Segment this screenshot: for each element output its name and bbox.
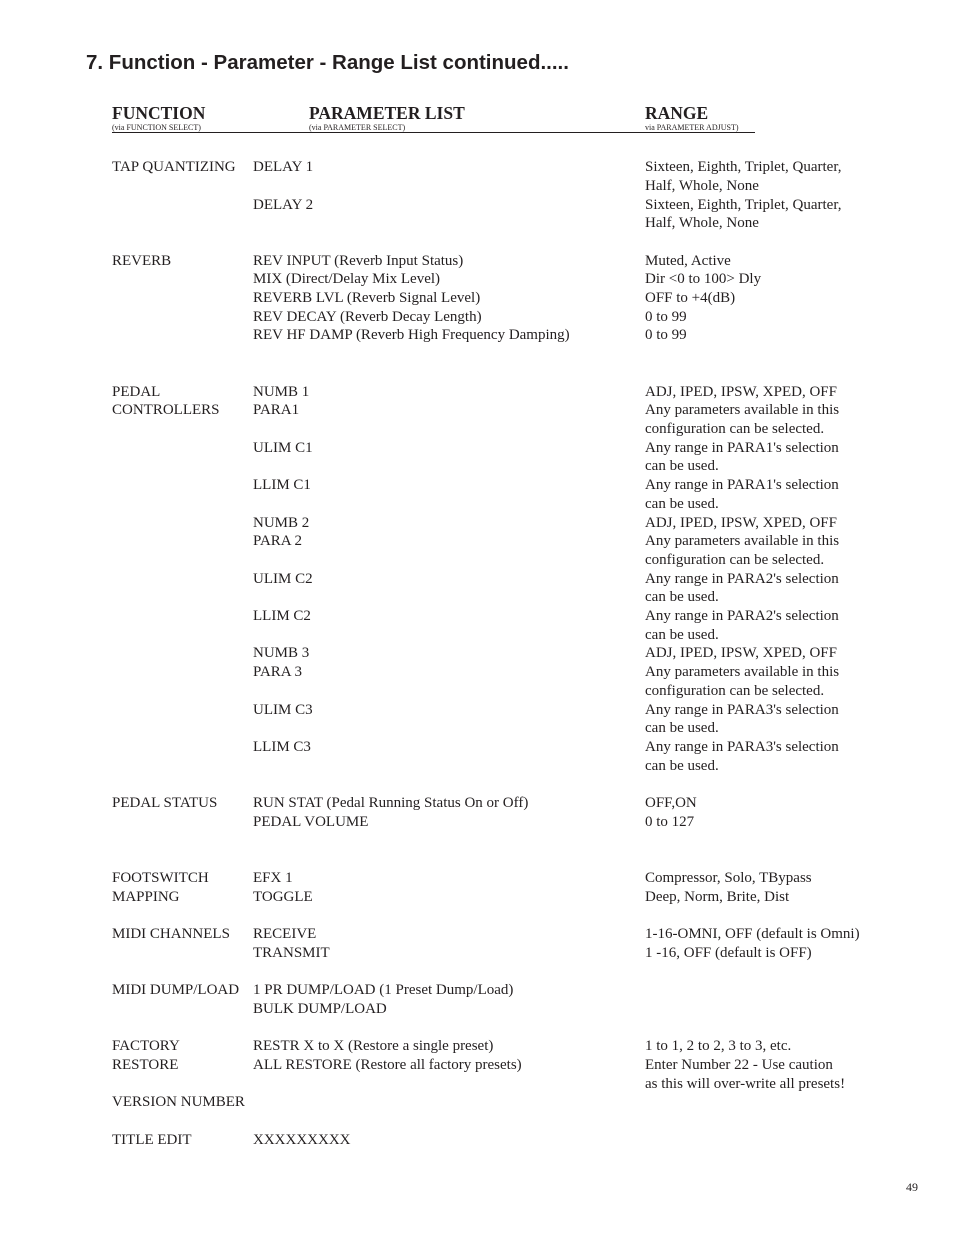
range-cell: 1-16-OMNI, OFF (default is Omni)	[645, 926, 860, 942]
range-cell: configuration can be selected.	[645, 552, 825, 568]
parameter-cell: XXXXXXXXX	[253, 1132, 351, 1148]
parameter-cell: ULIM C2	[253, 571, 313, 587]
parameter-cell: PARA 3	[253, 664, 303, 680]
function-cell: FACTORY	[112, 1038, 180, 1054]
range-cell: Half, Whole, None	[645, 215, 759, 231]
range-cell: Any range in PARA1's selection	[645, 477, 839, 493]
range-cell: 0 to 99	[645, 309, 687, 325]
function-cell: PEDAL	[112, 384, 161, 400]
range-cell: Any range in PARA3's selection	[645, 739, 839, 755]
parameter-cell: RUN STAT (Pedal Running Status On or Off)	[253, 795, 529, 811]
range-cell: Any range in PARA2's selection	[645, 571, 839, 587]
range-cell: ADJ, IPED, IPSW, XPED, OFF	[645, 515, 837, 531]
parameter-cell: LLIM C1	[253, 477, 311, 493]
range-cell: 0 to 127	[645, 814, 695, 830]
function-cell: RESTORE	[112, 1057, 179, 1073]
range-cell: Sixteen, Eighth, Triplet, Quarter,	[645, 197, 842, 213]
function-cell: VERSION NUMBER	[112, 1094, 245, 1110]
range-cell: can be used.	[645, 496, 719, 512]
function-cell: MIDI CHANNELS	[112, 926, 230, 942]
parameter-cell: DELAY 2	[253, 197, 314, 213]
range-column-subheader: via PARAMETER ADJUST)	[645, 123, 739, 132]
parameter-cell: REV INPUT (Reverb Input Status)	[253, 253, 464, 269]
page-title: 7. Function - Parameter - Range List continued.....	[86, 51, 569, 74]
parameter-cell: ULIM C3	[253, 702, 313, 718]
header-divider	[112, 132, 755, 133]
range-cell: Any range in PARA1's selection	[645, 440, 839, 456]
range-cell: configuration can be selected.	[645, 421, 825, 437]
function-cell: PEDAL STATUS	[112, 795, 218, 811]
range-column-header: RANGE	[645, 103, 709, 123]
function-cell: MIDI DUMP/LOAD	[112, 982, 240, 998]
parameter-cell: PARA 2	[253, 533, 303, 549]
parameter-column-header: PARAMETER LIST	[309, 103, 465, 123]
function-column-header: FUNCTION	[112, 103, 206, 123]
function-cell: FOOTSWITCH	[112, 870, 209, 886]
function-column-subheader: (via FUNCTION SELECT)	[112, 123, 201, 132]
function-cell: MAPPING	[112, 889, 180, 905]
range-cell: as this will over-write all presets!	[645, 1076, 846, 1092]
parameter-cell: DELAY 1	[253, 159, 314, 175]
parameter-cell: LLIM C3	[253, 739, 311, 755]
range-cell: 1 -16, OFF (default is OFF)	[645, 945, 812, 961]
range-cell: can be used.	[645, 589, 719, 605]
parameter-cell: ULIM C1	[253, 440, 313, 456]
range-cell: can be used.	[645, 458, 719, 474]
range-cell: OFF to +4(dB)	[645, 290, 736, 306]
parameter-column-subheader: (via PARAMETER SELECT)	[309, 123, 406, 132]
parameter-cell: RESTR X to X (Restore a single preset)	[253, 1038, 494, 1054]
range-cell: 0 to 99	[645, 327, 687, 343]
parameter-cell: REVERB LVL (Reverb Signal Level)	[253, 290, 481, 306]
function-cell: CONTROLLERS	[112, 402, 220, 418]
parameter-cell: NUMB 1	[253, 384, 310, 400]
parameter-cell: ALL RESTORE (Restore all factory presets)	[253, 1057, 522, 1073]
range-cell: Any parameters available in this	[645, 402, 840, 418]
range-cell: ADJ, IPED, IPSW, XPED, OFF	[645, 384, 837, 400]
parameter-cell: REV DECAY (Reverb Decay Length)	[253, 309, 482, 325]
range-cell: Any parameters available in this	[645, 533, 840, 549]
range-cell: can be used.	[645, 720, 719, 736]
page-number: 49	[906, 1180, 918, 1194]
parameter-cell: BULK DUMP/LOAD	[253, 1001, 387, 1017]
range-cell: Dir <0 to 100> Dly	[645, 271, 762, 287]
range-cell: can be used.	[645, 627, 719, 643]
parameter-cell: TRANSMIT	[253, 945, 330, 961]
range-cell: can be used.	[645, 758, 719, 774]
parameter-cell: EFX 1	[253, 870, 293, 886]
parameter-cell: RECEIVE	[253, 926, 317, 942]
parameter-cell: TOGGLE	[253, 889, 313, 905]
range-cell: Any range in PARA3's selection	[645, 702, 839, 718]
parameter-cell: PEDAL VOLUME	[253, 814, 369, 830]
parameter-cell: 1 PR DUMP/LOAD (1 Preset Dump/Load)	[253, 982, 514, 998]
range-cell: Deep, Norm, Brite, Dist	[645, 889, 790, 905]
range-cell: Muted, Active	[645, 253, 731, 269]
parameter-cell: NUMB 2	[253, 515, 310, 531]
range-cell: Enter Number 22 - Use caution	[645, 1057, 833, 1073]
function-cell: REVERB	[112, 253, 172, 269]
parameter-cell: MIX (Direct/Delay Mix Level)	[253, 271, 441, 287]
range-cell: Sixteen, Eighth, Triplet, Quarter,	[645, 159, 842, 175]
parameter-cell: PARA1	[253, 402, 300, 418]
range-cell: configuration can be selected.	[645, 683, 825, 699]
range-cell: Half, Whole, None	[645, 178, 759, 194]
range-cell: Any range in PARA2's selection	[645, 608, 839, 624]
parameter-cell: NUMB 3	[253, 645, 310, 661]
range-cell: Any parameters available in this	[645, 664, 840, 680]
range-cell: OFF,ON	[645, 795, 697, 811]
range-cell: ADJ, IPED, IPSW, XPED, OFF	[645, 645, 837, 661]
range-cell: Compressor, Solo, TBypass	[645, 870, 812, 886]
function-cell: TAP QUANTIZING	[112, 159, 236, 175]
parameter-cell: REV HF DAMP (Reverb High Frequency Damping)	[253, 327, 570, 343]
parameter-cell: LLIM C2	[253, 608, 311, 624]
range-cell: 1 to 1, 2 to 2, 3 to 3, etc.	[645, 1038, 792, 1054]
function-cell: TITLE EDIT	[112, 1132, 192, 1148]
